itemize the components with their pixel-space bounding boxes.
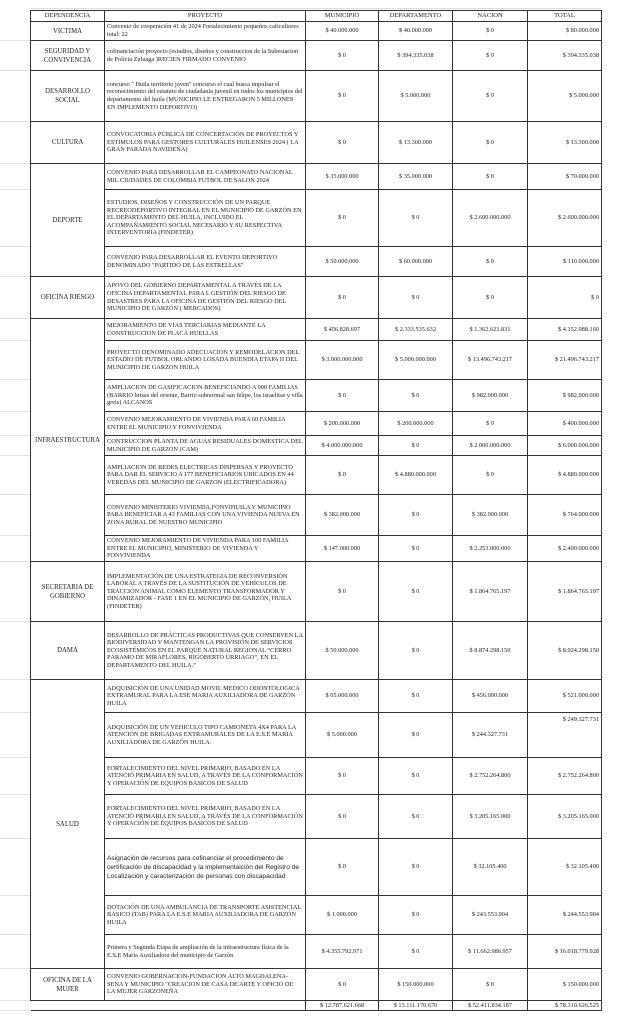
nacion-cell: $ 982.000.000: [453, 380, 528, 412]
nacion-cell: $ 382.000.000: [453, 495, 528, 536]
departamento-cell: $ 0: [379, 896, 453, 935]
proyecto-cell: CONVENIO GOBERNACION-FUNDACION ALTO MAGDALENA-SENA Y MUNICIPIO "CREACION DE CASA DE ARTE Y OFICIO DE LA MUJER GARZONEÑA: [105, 969, 306, 1001]
nacion-cell: $ 0: [453, 277, 528, 319]
nacion-cell: $ 1.864.765.197: [453, 562, 528, 622]
municipio-cell: $ 0: [306, 41, 379, 71]
dependencia-cell: SEGURIDAD Y CONVIVENCIA: [31, 41, 105, 71]
gridline: [0, 621, 30, 622]
proyecto-cell: CONTRUCCION PLANTA DE AGUAS RESIDUALES DOMESTICA DEL MUNICIPIO DE GARZON (CAM): [105, 436, 306, 456]
nacion-cell: $ 3.205.165.000: [453, 795, 528, 839]
proyecto-cell: cofinanciación proyecto (estudios, diseños y construccion de la Subestacion de Policia Zuluaga )RECIEN FIRMADO CONVENIO: [105, 41, 306, 71]
header-nacion: NACION: [453, 11, 528, 22]
dependencia-cell: SALUD: [31, 680, 105, 969]
gridline: [0, 70, 30, 71]
table-row: [31, 758, 602, 795]
table-row: [31, 277, 602, 319]
table-row: [31, 380, 602, 412]
total-cell: $ 764.000.000: [528, 495, 602, 536]
proyecto-cell: Primera y Segunda Etapa de ampliación de la infraestructura física de la E.S.E Maria Auxiliadora del municipio de Garzón: [105, 935, 306, 969]
proyecto-cell: CONVENIO MEJORAMIENTO DE VIVIENDA PARA 60 FAMILIA ENTRE EL MUNICIPIO Y FONVIVIENDA: [105, 412, 306, 436]
departamento-cell: $ 0: [379, 839, 453, 896]
header-dependencia: DEPENDENCIA: [31, 11, 105, 22]
nacion-cell: $ 0: [453, 22, 528, 41]
gridline: [0, 40, 30, 41]
table-row: [31, 456, 602, 495]
proyecto-cell: ADQUISICIÓN DE UNA UNIDAD MOVIL MEDICO ODONTOLOGICA EXTRAMURAL PARA LA ESE MARIA AUXILIADORA DE GARZÓN HUILA: [105, 680, 306, 713]
nacion-cell: $ 11.662.986.957: [453, 935, 528, 969]
departamento-cell: $ 13.300.000: [379, 122, 453, 164]
total-cell: $ 21.496.743.217: [528, 341, 602, 380]
nacion-cell: $ 0: [453, 71, 528, 122]
gridline: [0, 1010, 30, 1011]
gridline: [0, 794, 30, 795]
gridline: [0, 1000, 30, 1001]
proyecto-cell: IMPLEMENTACIÓN DE UNA ESTRATEGIA DE RECONVERSIÓN LABORAL A TRAVÉS DE LA SUSTITUCIÓN DE VEHÍCULOS DE TRACCIÓN ANIMAL COMO ELEMENTO TRANSFORMADOR Y DINAMIZADOR - FASE 1 EN EL MUNICIPIO DE GARZÓN, HUILA (FINDETER): [105, 562, 306, 622]
municipio-cell: $ 200.000.000: [306, 412, 379, 436]
dependencia-cell: VICTIMA: [31, 22, 105, 41]
gridline: [0, 968, 30, 969]
nacion-cell: $ 0: [453, 969, 528, 1001]
gridline: [0, 246, 30, 247]
departamento-cell: $ 40.000.000: [379, 22, 453, 41]
total-departamento: $ 13.111.170.670: [379, 1001, 453, 1011]
municipio-cell: $ 0: [306, 456, 379, 495]
departamento-cell: $ 0: [379, 495, 453, 536]
nacion-cell: $ 2.600.000.000: [453, 190, 528, 247]
total-cell: $ 3.205.165.000: [528, 795, 602, 839]
total-general: $ 78.310.626.525: [528, 1001, 602, 1011]
nacion-cell: $ 2.752.264.800: [453, 758, 528, 795]
gridline: [0, 435, 30, 436]
total-cell: $ 4.880.000.000: [528, 456, 602, 495]
departamento-cell: $ 60.000.000: [379, 247, 453, 277]
gridline: [0, 455, 30, 456]
total-cell: $ 2.752.264.800: [528, 758, 602, 795]
total-cell: $ 1.864.765.197: [528, 562, 602, 622]
municipio-cell: $ 40.000.000: [306, 22, 379, 41]
table-row: [31, 341, 602, 380]
total-cell: $ 150.000.000: [528, 969, 602, 1001]
departamento-cell: $ 0: [379, 190, 453, 247]
departamento-cell: $ 0: [379, 436, 453, 456]
table-row: [31, 247, 602, 277]
gridline: [0, 276, 30, 277]
total-cell: $ 16.018.779.928: [528, 935, 602, 969]
proyecto-cell: PROYECTO DENOMINADO ADECUACION Y REMODELACION DEL ESTADIO DE FUTBOL ORLANDO LOSADA BUENDIA ETAPA II DEL MUNICIPIO DE GARZON HUILA: [105, 341, 306, 380]
departamento-cell: $ 0: [379, 680, 453, 713]
total-cell: $ 0: [528, 277, 602, 319]
municipio-cell: $ 0: [306, 122, 379, 164]
proyecto-cell: FORTALECIMIENTO DEL NIVEL PRIMARIO, BASADO EN LA ATENCIÓ PRIMARIA EN SALUD, A TRAVÉS DE LA CONFORMACIÓN Y OPERACIÓN DE EQUIPOS BASICOS DE SALUD: [105, 795, 306, 839]
total-cell: $ 13.300.000: [528, 122, 602, 164]
total-cell: $ 2.400.000.000: [528, 536, 602, 562]
municipio-cell: $ 456.828.697: [306, 319, 379, 341]
municipio-cell: $ 3.000.000.000: [306, 341, 379, 380]
gridline: [0, 561, 30, 562]
proyecto-cell: DESARROLLO DE PRÁCTICAS PRODUCTIVAS QUE CONSERVEN LA BIODIVERSIDAD Y MANTENGAN LA PROVISIÓN DE SERVICIOS ECOSISTÉMICOS EN EL PARQUE NATURAL REGIONAL “CERRO PÁRAMO DE MIRAFLORES, RIGOBERTO URRIAGO”, EN EL DEPARTAMENTO DEL HUILA.”: [105, 622, 306, 680]
gridline: [0, 318, 30, 319]
municipio-cell: $ 5.000.000: [306, 713, 379, 758]
header-row: [31, 11, 602, 22]
municipio-cell: $ 0: [306, 277, 379, 319]
municipio-cell: $ 382.000.000: [306, 495, 379, 536]
divider: [30, 8, 601, 9]
proyecto-cell: CONVOCATORIA PÚBLICA DE CONCERTACIÓN DE PROYECTOS Y ESTIMULOS PARA GESTORES CULTURALES HUILENSES 2024 ( LA GRAN PARADA NAVIDEÑA): [105, 122, 306, 164]
municipio-cell: $ 147.000.000: [306, 536, 379, 562]
proyecto-cell: CONVENIO PARA DESARROLLAR EL EVENTO DEPORTIVO DENOMINADO "PARTIDO DE LAS ESTRELLAS": [105, 247, 306, 277]
municipio-cell: $ 0: [306, 758, 379, 795]
departamento-cell: $ 4.880.000.000: [379, 456, 453, 495]
gridline: [0, 340, 30, 341]
proyecto-cell: concurso " Huila territorio joven" concurso el cual busca impulsar el reconocimiento del estatuto de ciudadania juvenil en todos los municipios del departamento del huila (MUNICIPIO LE ENTREGARON 5 MILLONES EN IMPLEMENTO DEPORTIVO): [105, 71, 306, 122]
departamento-cell: $ 150.000.000: [379, 969, 453, 1001]
gridline: [0, 934, 30, 935]
departamento-cell: $ 0: [379, 935, 453, 969]
proyecto-cell: Convenio de cooperación 41 de 2024 Fortalecimiento pequeños caficultores total: 22: [105, 22, 306, 41]
departamento-cell: $ 0: [379, 562, 453, 622]
nacion-cell: $ 243.553.904: [453, 896, 528, 935]
municipio-cell: $ 0: [306, 190, 379, 247]
table-row: [31, 164, 602, 190]
table-row: [31, 495, 602, 536]
total-cell: $ 5.000.000: [528, 71, 602, 122]
total-cell: $ 400.000.000: [528, 412, 602, 436]
proyecto-cell: FORTALECIMIENTO DEL NIVEL PRIMARIO, BASADO EN LA ATENCIÓ PRIMARIA EN SALUD, A TRAVÉS DE LA CONFORMACIÓN Y OPERACIÓN DE EQUIPOS BASICOS DE SALUD: [105, 758, 306, 795]
table-row: [31, 680, 602, 713]
gridline: [0, 535, 30, 536]
municipio-cell: $ 0: [306, 839, 379, 896]
municipio-cell: $ 0: [306, 969, 379, 1001]
proyecto-cell: ADQUISICIÓN DE UN VEHICULO TIPO CAMIONETA 4X4 PARA LA ATENCIÓN DE BRIGADAS EXTRAMURALES DE LA E.S.E MARIA AUXILIADORA DE GARZÓN HUILA.: [105, 713, 306, 758]
total-cell: $ 244.553.904: [528, 896, 602, 935]
dependencia-cell: DAMA: [31, 622, 105, 680]
nacion-cell: $ 1.362.623.831: [453, 319, 528, 341]
nacion-cell: $ 2.000.000.000: [453, 436, 528, 456]
departamento-cell: $ 0: [379, 795, 453, 839]
proyecto-cell: ESTUDIOS, DISEÑOS Y CONSTRUCCIÓN DE UN PARQUE RECREODEPORTIVO INTEGRAL EN EL MUNICIPIO DE GARZÓN EN EL DEPARTAMENTO DEL HUILA, INCLUIDO EL ACOMPAÑAMIENTO SOCIAL NECESARIO Y SU RESPECTIVA INTERVENTORIA (FINDETER): [105, 190, 306, 247]
departamento-cell: $ 200.000.000: [379, 412, 453, 436]
table-row: [31, 839, 602, 896]
departamento-cell: $ 0: [379, 536, 453, 562]
nacion-cell: $ 8.874.298.150: [453, 622, 528, 680]
header-proyecto: PROYECTO: [105, 11, 306, 22]
departamento-cell: $ 5.000.000.000: [379, 341, 453, 380]
gridline: [0, 712, 30, 713]
proyecto-cell: CONVENIO MINISTERIO VIVIENDA,FONVIHUILA Y MUNICIPIO PARA BENEFICIAR A 43 FAMILIAS CON UNA VIVIENDA NUEVA EN ZONA RURAL DE NUESTRO MUNICIPIO: [105, 495, 306, 536]
table-row: [31, 562, 602, 622]
departamento-cell: $ 35.000.000: [379, 164, 453, 190]
total-nacion: $ 52.411.834.187: [453, 1001, 528, 1011]
municipio-cell: $ 1.000.000: [306, 896, 379, 935]
totals-row: [31, 1001, 602, 1011]
table-row: [31, 122, 602, 164]
departamento-cell: $ 0: [379, 277, 453, 319]
proyecto-cell: DOTACIÓN DE UNA AMBULANCIA DE TRANSPORTE ASISTENCIAL BÁSICO (TAB) PARA LA E.S.E MARIA AUXILIADORA DE GARZÓN HUILA: [105, 896, 306, 935]
table-row: [31, 319, 602, 341]
table-row: [31, 41, 602, 71]
municipio-cell: $ 50.000.000: [306, 247, 379, 277]
municipio-cell: $ 50.000.000: [306, 622, 379, 680]
nacion-cell: $ 13.496.743.217: [453, 341, 528, 380]
total-cell: $ 32.105.400: [528, 839, 602, 896]
total-municipio: $ 12.787.621.668: [306, 1001, 379, 1011]
gridline: [0, 189, 30, 190]
departamento-cell: $ 394.335.038: [379, 41, 453, 71]
nacion-cell: $ 0: [453, 164, 528, 190]
nacion-cell: $ 0: [453, 122, 528, 164]
gridline: [0, 679, 30, 680]
municipio-cell: $ 65.000.000: [306, 680, 379, 713]
table-row: [31, 969, 602, 1001]
total-cell: $ 521.000.000: [528, 680, 602, 713]
departamento-cell: $ 0: [379, 380, 453, 412]
nacion-cell: $ 2.253.000.000: [453, 536, 528, 562]
nacion-cell: $ 244.327.731: [453, 713, 528, 758]
dependencia-cell: DEPORTE: [31, 164, 105, 277]
municipio-cell: $ 0: [306, 71, 379, 122]
total-cell: $ 70.000.000: [528, 164, 602, 190]
header-departamento: DEPARTAMENTO: [379, 11, 453, 22]
gridline: [0, 121, 30, 122]
nacion-cell: $ 456.000.000: [453, 680, 528, 713]
gridline: [0, 757, 30, 758]
empty-cell: [31, 1001, 105, 1011]
total-cell: $ 2.600.000.000: [528, 190, 602, 247]
municipio-cell: $ 0: [306, 380, 379, 412]
nacion-cell: $ 0: [453, 456, 528, 495]
proyecto-cell: Asignación de recursos para cofinanciar el procedimiento de certificación de discapacidad y la implementaición del Registro de Localización y caracterización de personas con discapacidad: [105, 839, 306, 896]
table-row: [31, 190, 602, 247]
projects-table: [30, 10, 602, 1011]
proyecto-cell: MEJORAMIENTO DE VIAS TERCIARIAS MEDIANTE LA CONSTRUCCION DE PLACA HUELLAS: [105, 319, 306, 341]
municipio-cell: $ 0: [306, 562, 379, 622]
table-row: [31, 795, 602, 839]
proyecto-cell: AMPLIACION DE REDES ELECTRICAS DISPERSAS Y PROYECTO PARA DAR EL SERVICIO A 177 BENEFICIARIOS UBICADOS EN 44 VEREDAS DEL MUNICIPIO DE GARZON (ELECTRIFICADORA): [105, 456, 306, 495]
total-cell: $ 982.000.000: [528, 380, 602, 412]
total-cell: $ 6.000.000.000: [528, 436, 602, 456]
proyecto-cell: AMPLIACION DE GASIFICACION BENEFICIANDO A 900 FAMILIAS (BARRIO brisas del oriente, Barrio subnormal san felipe, los israelitas y villa greis) ALCANOS: [105, 380, 306, 412]
municipio-cell: $ 0: [306, 795, 379, 839]
total-cell: $ 8.924.298.150: [528, 622, 602, 680]
table-row: [31, 896, 602, 935]
dependencia-cell: CULTURA: [31, 122, 105, 164]
departamento-cell: $ 2.333.535.632: [379, 319, 453, 341]
table-row: [31, 71, 602, 122]
municipio-cell: $ 35.000.000: [306, 164, 379, 190]
header-municipio: MUNICIPIO: [306, 11, 379, 22]
table-row: [31, 536, 602, 562]
proyecto-cell: APOYO DEL GOBIERNO DEPARTAMENTAL A TRAVÉS DE LA OFICINA DEPARTAMENTAL PARA L GESTIÓN DEL RIESGO DE DESASTRES PARA LA OFICINA DE GESTIÓN DEL RIESGO DEL MUNICIPIO DE GARZÓN ( MERCADOS): [105, 277, 306, 319]
total-cell: $ 110.000.000: [528, 247, 602, 277]
table-row: [31, 412, 602, 436]
dependencia-cell: SECRETARIA DE GOBIERNO: [31, 562, 105, 622]
empty-cell: [105, 1001, 306, 1011]
gridline: [0, 895, 30, 896]
departamento-cell: $ 0: [379, 622, 453, 680]
gridline: [0, 379, 30, 380]
proyecto-cell: CONVENIO PARA DESARROLLAR EL CAMPEONATO NACIONAL MIL CIUDADES DE COLOMBIA FUTBOL DE SALON 2024: [105, 164, 306, 190]
nacion-cell: $ 0: [453, 247, 528, 277]
table-row: [31, 436, 602, 456]
dependencia-cell: INFRAESTRUCTURA: [31, 319, 105, 562]
proyecto-cell: CONVENIO MEJORAMIENTO DE VIVIENDA PARA 100 FAMILIA ENTRE EL MUNICIPIO, MINISTERIO DE VIVIENDA Y FONVIVIENDA: [105, 536, 306, 562]
departamento-cell: $ 0: [379, 713, 453, 758]
gridline: [0, 838, 30, 839]
total-cell: $ 80.000.000: [528, 22, 602, 41]
nacion-cell: $ 0: [453, 41, 528, 71]
table-row: [31, 713, 602, 758]
dependencia-cell: OFICINA DE LA MUJER: [31, 969, 105, 1001]
total-cell: $ 394.335.038: [528, 41, 602, 71]
nacion-cell: $ 0: [453, 412, 528, 436]
table-row: [31, 622, 602, 680]
municipio-cell: $ 4.000.000.000: [306, 436, 379, 456]
table-row: [31, 935, 602, 969]
departamento-cell: $ 5.000.000: [379, 71, 453, 122]
departamento-cell: $ 0: [379, 758, 453, 795]
gridline: [0, 411, 30, 412]
total-cell: $ 4.152.988.160: [528, 319, 602, 341]
gridline: [0, 494, 30, 495]
total-cell: $ 249.327.731: [528, 713, 602, 758]
municipio-cell: $ 4.355.792.971: [306, 935, 379, 969]
header-total: TOTAL: [528, 11, 602, 22]
dependencia-cell: DESARROLLO SOCIAL: [31, 71, 105, 122]
dependencia-cell: OFICINA RIESGO: [31, 277, 105, 319]
nacion-cell: $ 32.105.400: [453, 839, 528, 896]
gridline: [0, 163, 30, 164]
table-row: [31, 22, 602, 41]
